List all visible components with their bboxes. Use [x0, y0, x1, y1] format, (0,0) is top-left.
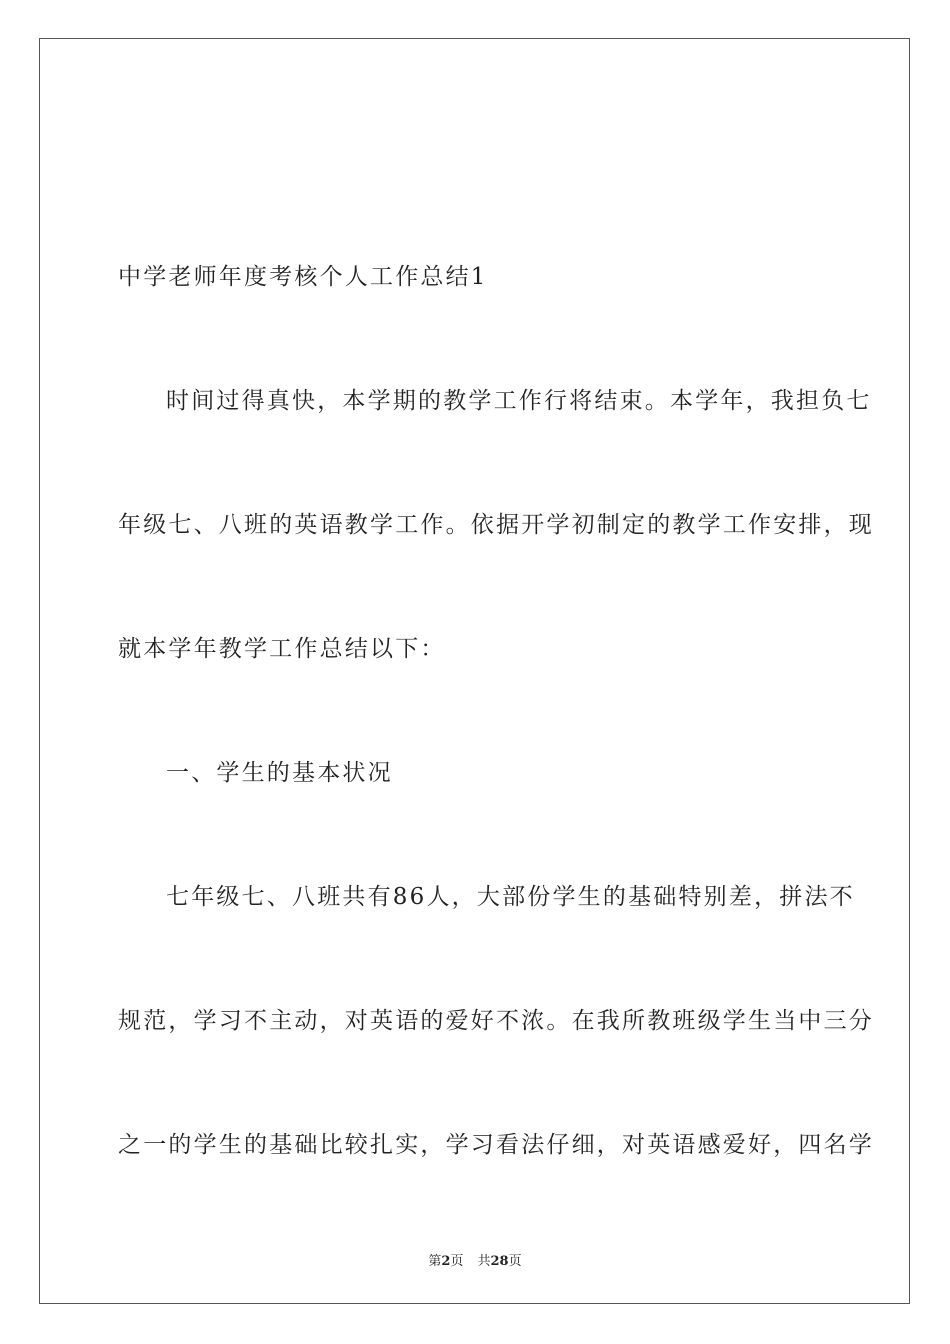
paragraph-line-5: 七年级七、八班共有86人，大部份学生的基础特别差，拼法不: [166, 884, 855, 910]
paragraph-line-7: 之一的学生的基础比较扎实，学习看法仔细，对英语感爱好，四名学: [118, 1132, 874, 1158]
total-pages: 28: [490, 1254, 509, 1269]
page-suffix: 页: [450, 1254, 464, 1269]
page-prefix: 第: [428, 1254, 442, 1269]
paragraph-line-2: 年级七、八班的英语教学工作。依据开学初制定的教学工作安排，现: [118, 512, 874, 538]
section-heading: 一、学生的基本状况: [166, 760, 393, 786]
paragraph-line-3: 就本学年教学工作总结以下：: [118, 636, 446, 662]
document-title: 中学老师年度考核个人工作总结1: [118, 264, 488, 290]
total-prefix: 共: [477, 1254, 491, 1269]
page-number: 2: [441, 1254, 451, 1269]
total-suffix: 页: [508, 1254, 522, 1269]
page-footer: [0, 1250, 950, 1269]
page-border: [39, 38, 910, 1304]
paragraph-line-6: 规范，学习不主动，对英语的爱好不浓。在我所教班级学生当中三分: [118, 1008, 874, 1034]
paragraph-line-1: 时间过得真快，本学期的教学工作行将结束。本学年，我担负七: [166, 388, 872, 414]
